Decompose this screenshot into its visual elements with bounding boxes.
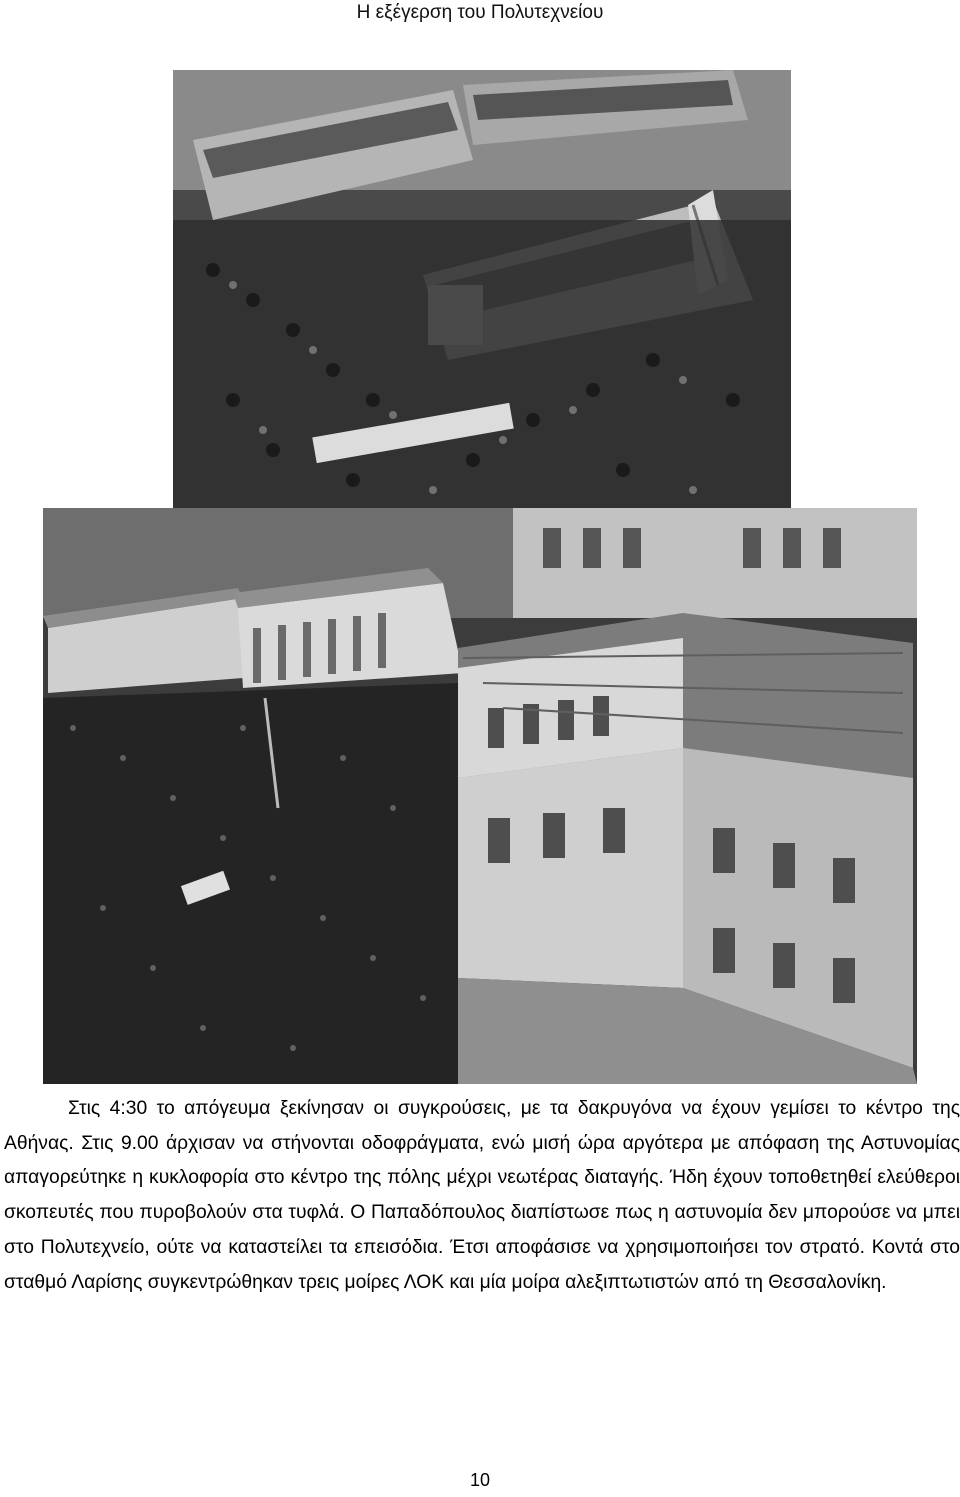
page-number: 10 <box>469 1470 491 1490</box>
page-header: Η εξέγερση του Πολυτεχνείου <box>356 2 604 23</box>
photo-polytechnic-aerial-crowd <box>43 508 917 1084</box>
photo-buses-crowd <box>173 70 791 510</box>
photo-polytechnic-aerial-icon <box>43 508 917 1084</box>
photo-buses-crowd-icon <box>173 70 791 510</box>
body-paragraph: Στις 4:30 το απόγευμα ξεκίνησαν οι συγκρούσεις, με τα δακρυγόνα να έχουν γεμίσει το κέντρο της Αθήνας. Στις 9.00 άρχισαν να στήνονται οδοφράγματα, ενώ μισή ώρα αργότερα με απόφαση της Αστυνομίας απαγορεύτηκε η κυκλοφορία στο κέντρο της πόλης μέχρι νεωτέρας διαταγής. Ήδη έχουν τοποθετηθεί ελεύθεροι σκοπευτές που πυροβολούν στα τυφλά. Ο Παπαδόπουλος διαπίστωσε πως η αστυνομία δεν μπορούσε να μπει στο Πολυτεχνείο, ούτε να καταστείλει τα επεισόδια. Έτσι αποφάσισε να χρησιμοποιήσει τον στρατό. Κοντά στο σταθμό Λαρίσης συγκεντρώθηκαν τρεις μοίρες ΛΟΚ και μία μοίρα αλεξιπτωτιστών από τη Θεσσαλονίκη. <box>4 1098 960 1293</box>
